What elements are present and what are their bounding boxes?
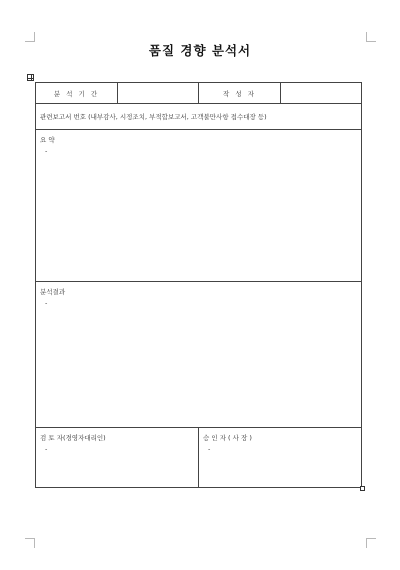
reviewer-label: 검 토 자(경영자대리인) [40, 434, 106, 442]
approver-label: 승 인 자 ( 사 장 ) [203, 434, 252, 442]
analysis-form-table [35, 82, 362, 488]
summary-content: - [45, 147, 48, 155]
reference-cell[interactable] [36, 104, 362, 130]
author-label: 작 성 자 [199, 83, 281, 104]
analysis-row [36, 282, 362, 428]
signature-row [36, 428, 362, 488]
author-value-field[interactable] [281, 83, 362, 104]
crop-mark-bottom-right [366, 538, 376, 548]
analysis-result-content: - [45, 299, 48, 307]
summary-label: 요 약 [40, 136, 55, 144]
table-resize-handle[interactable] [360, 486, 365, 491]
approver-content: - [208, 445, 211, 453]
table-move-handle-icon[interactable] [27, 74, 34, 81]
reviewer-content: - [45, 445, 48, 453]
header-row [36, 83, 362, 104]
period-label: 분 석 기 간 [36, 83, 118, 104]
approver-cell[interactable] [199, 428, 362, 488]
summary-cell[interactable] [36, 130, 362, 282]
reference-row [36, 104, 362, 130]
period-value-field[interactable] [118, 83, 199, 104]
analysis-result-label: 분석결과 [40, 288, 66, 296]
reviewer-cell[interactable] [36, 428, 199, 488]
analysis-result-cell[interactable] [36, 282, 362, 428]
document-title: 품질 경향 분석서 [148, 43, 252, 58]
reference-label: 관련보고서 번호 (내부감사, 시정조치, 부적합보고서, 고객불만사항 접수대장 등) [40, 113, 267, 121]
summary-row [36, 130, 362, 282]
crop-mark-bottom-left [25, 538, 35, 548]
